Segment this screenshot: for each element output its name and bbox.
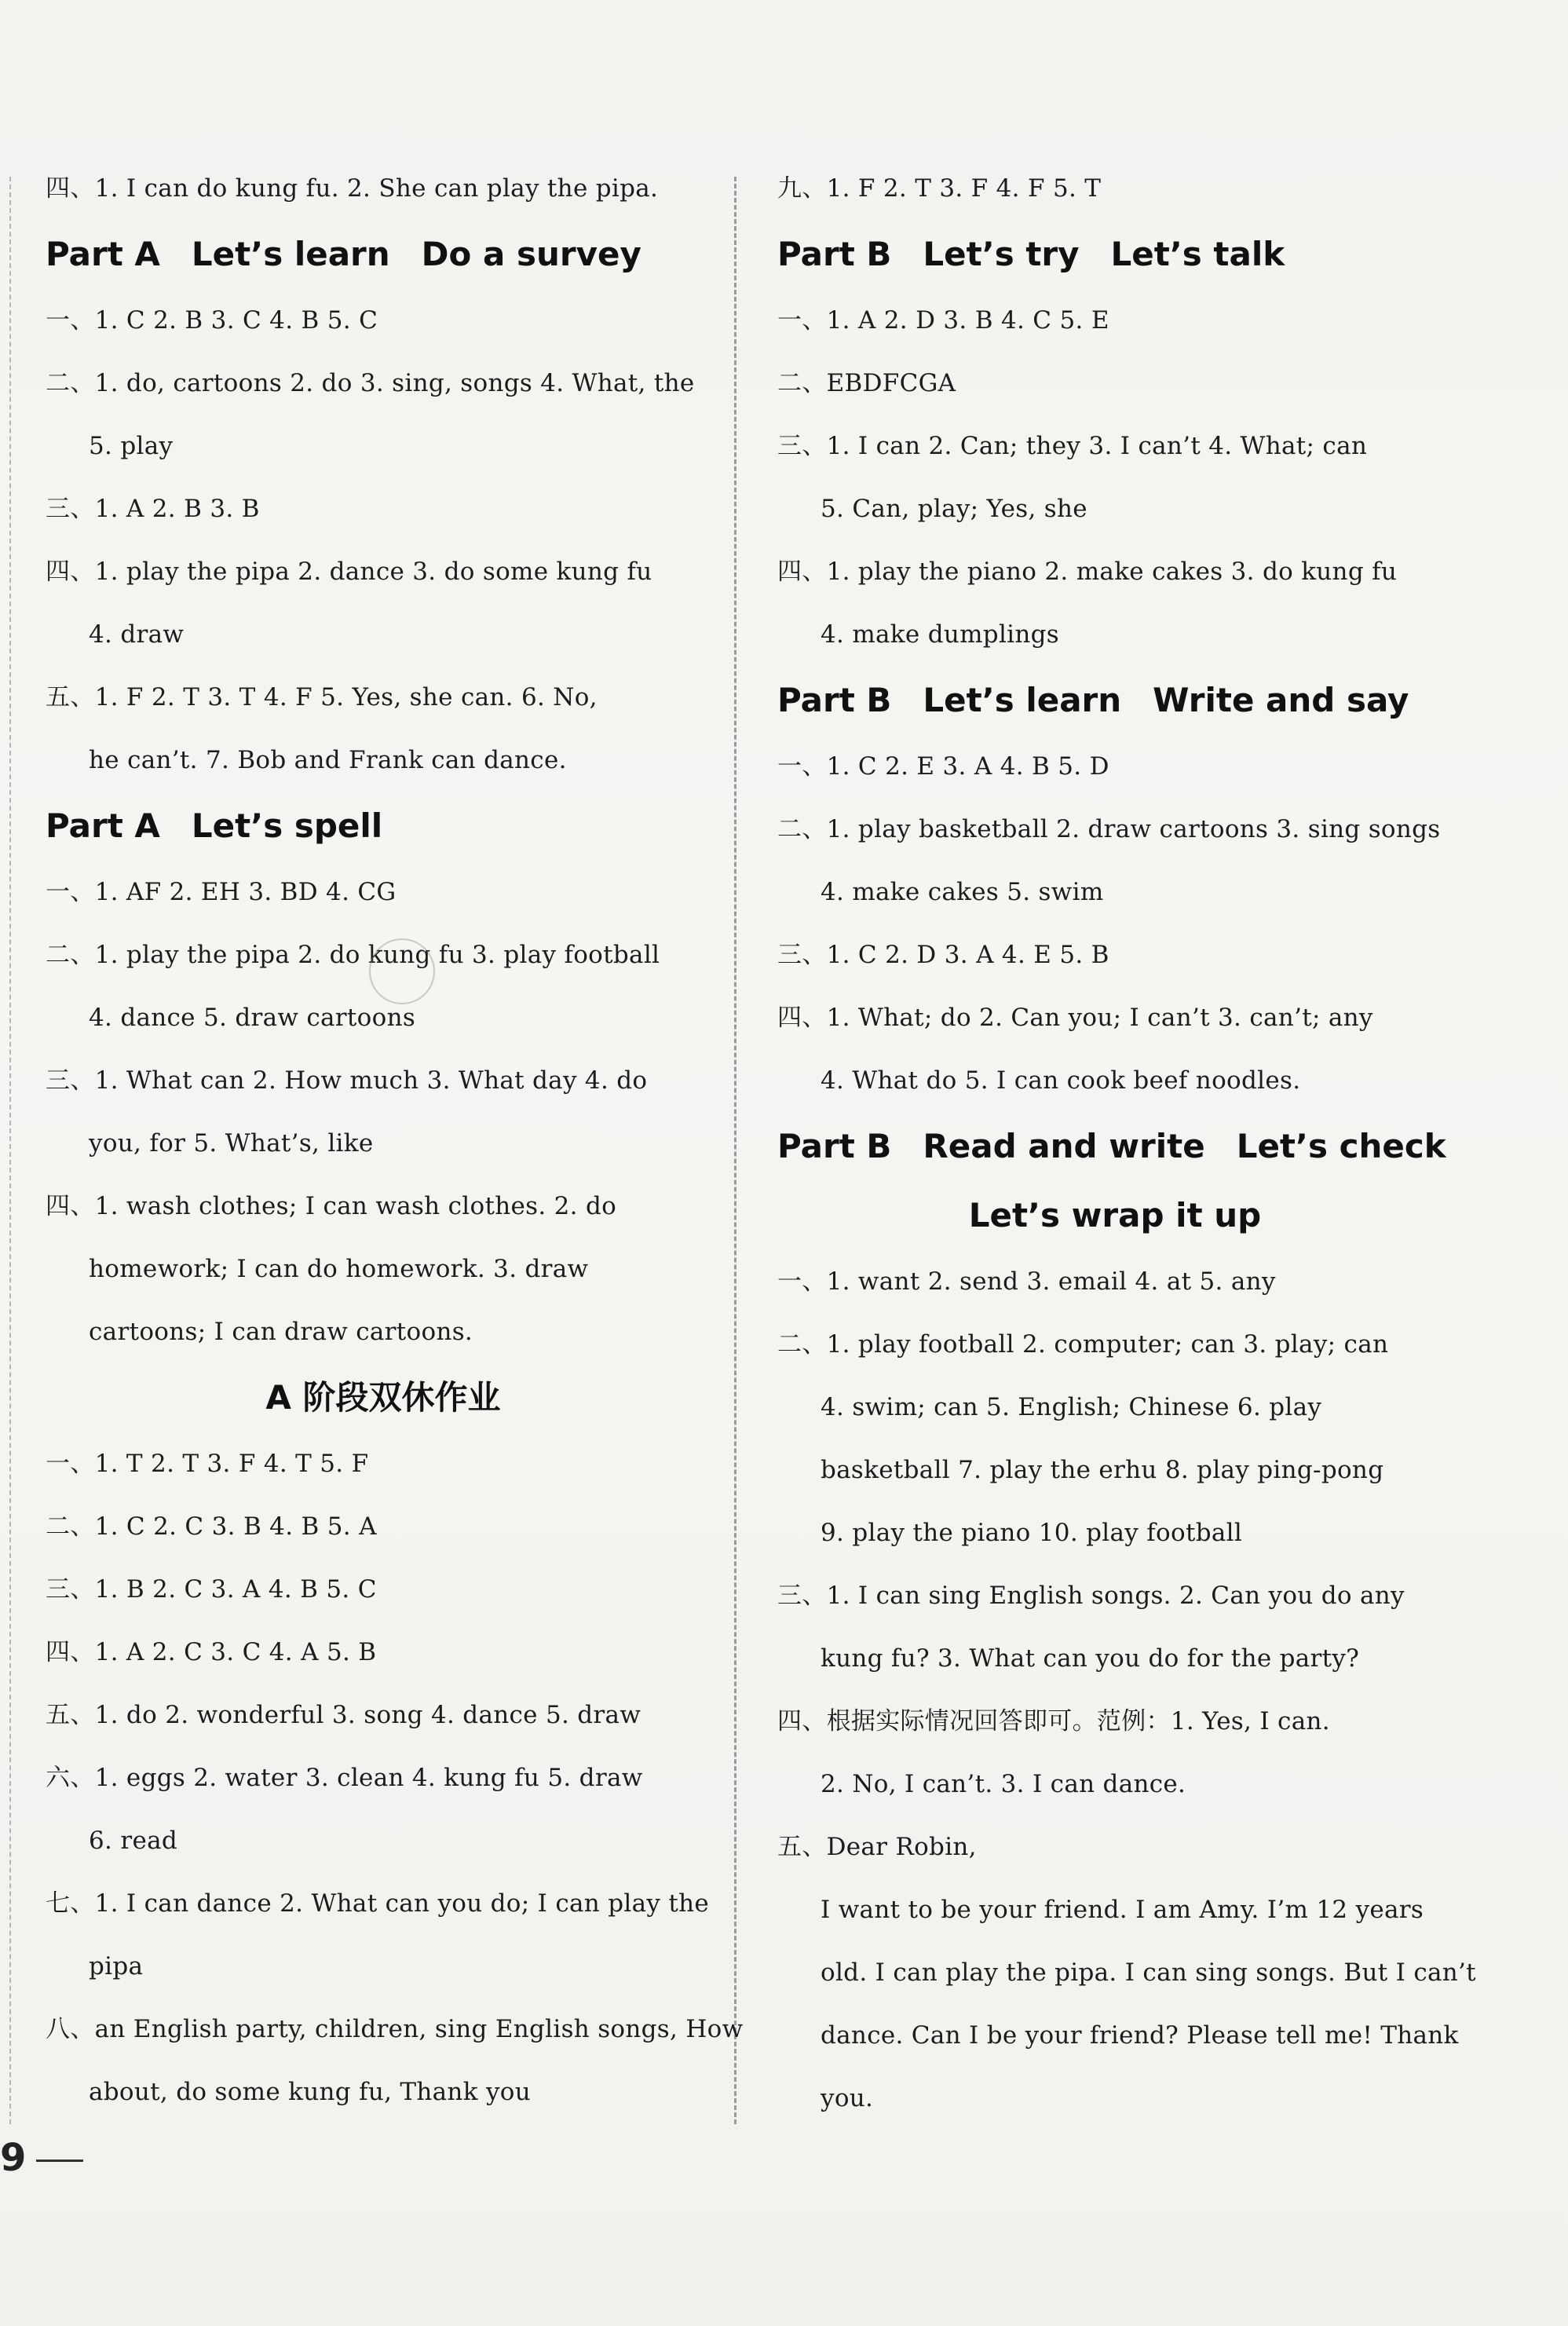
answer-line: 4. swim; can 5. English; Chinese 6. play	[821, 1393, 1322, 1421]
answer-line: 五、1. F 2. T 3. T 4. F 5. Yes, she can. 6. No,	[46, 683, 598, 711]
section-heading-part: Read and write	[923, 1127, 1205, 1165]
answer-line: 三、1. B 2. C 3. A 4. B 5. C	[46, 1575, 377, 1604]
section-heading	[46, 1363, 721, 1432]
answer-line: pipa	[89, 1952, 144, 1980]
answer-line: 八、an English party, children, sing English songs, How	[46, 2015, 744, 2043]
answer-line: 四、1. What; do 2. Can you; I can’t 3. can’t; any	[777, 1004, 1373, 1032]
section-heading-part: Let’s check	[1236, 1127, 1446, 1165]
page-number: 9	[0, 2136, 27, 2180]
answer-line: 一、1. A 2. D 3. B 4. C 5. E	[777, 306, 1109, 335]
answer-line: 五、1. do 2. wonderful 3. song 4. dance 5. draw	[46, 1701, 641, 1729]
section-heading	[46, 220, 721, 289]
section-heading-part: Let’s learn	[191, 235, 390, 273]
page-edge-line	[9, 177, 11, 2124]
answer-line: 一、1. C 2. E 3. A 4. B 5. D	[777, 752, 1109, 781]
section-heading	[46, 792, 721, 861]
answer-line: 六、1. eggs 2. water 3. clean 4. kung fu 5. draw	[46, 1764, 643, 1792]
answer-line: 5. Can, play; Yes, she	[821, 495, 1087, 523]
answer-line: 四、根据实际情况回答即可。范例：1. Yes, I can.	[777, 1707, 1330, 1735]
section-heading-part: Write and say	[1153, 681, 1409, 719]
answer-line: 七、1. I can dance 2. What can you do; I can play the	[46, 1889, 710, 1918]
answer-line: 4. make dumplings	[821, 620, 1059, 649]
answer-line: I want to be your friend. I am Amy. I’m 12 years	[821, 1896, 1424, 1924]
answer-line: you, for 5. What’s, like	[89, 1129, 374, 1158]
answer-line: 三、1. What can 2. How much 3. What day 4. do	[46, 1066, 648, 1095]
answer-line: 三、1. I can 2. Can; they 3. I can’t 4. What; can	[777, 432, 1368, 460]
answer-line: 二、EBDFCGA	[777, 369, 956, 397]
column-divider	[734, 177, 736, 2124]
section-heading-part: Do a survey	[421, 235, 641, 273]
section-heading-part: Let’s try	[923, 235, 1080, 273]
answer-line: 一、1. want 2. send 3. email 4. at 5. any	[777, 1267, 1276, 1296]
answer-line: cartoons; I can draw cartoons.	[89, 1318, 473, 1346]
section-heading-part: A 阶段双休作业	[265, 1378, 501, 1417]
section-heading-part: Let’s spell	[191, 806, 383, 845]
section-heading-part: Let’s wrap it up	[968, 1196, 1262, 1234]
answer-line: 四、1. play the piano 2. make cakes 3. do kung fu	[777, 558, 1398, 586]
answer-line: 二、1. C 2. C 3. B 4. B 5. A	[46, 1512, 377, 1541]
section-heading-part: Part B	[777, 1127, 892, 1165]
answer-line: you.	[821, 2084, 874, 2112]
answer-line: 三、1. A 2. B 3. B	[46, 495, 260, 523]
answer-line: dance. Can I be your friend? Please tell me! Thank	[821, 2021, 1459, 2050]
answer-line: he can’t. 7. Bob and Frank can dance.	[89, 746, 567, 774]
answer-line: 五、Dear Robin,	[777, 1833, 977, 1861]
left-column	[46, 157, 744, 2123]
answer-line: 九、1. F 2. T 3. F 4. F 5. T	[777, 174, 1102, 203]
answer-line: 2. No, I can’t. 3. I can dance.	[821, 1770, 1186, 1798]
section-heading-part: Part A	[46, 806, 160, 845]
section-heading-part: Let’s talk	[1110, 235, 1285, 273]
answer-line: 三、1. C 2. D 3. A 4. E 5. B	[777, 941, 1109, 969]
answer-line: 5. play	[89, 432, 174, 460]
answer-line: basketball 7. play the erhu 8. play ping-pong	[821, 1456, 1384, 1484]
answer-line: old. I can play the pipa. I can sing songs. But I can’t	[821, 1958, 1476, 1987]
answer-line: 二、1. play football 2. computer; can 3. play; can	[777, 1330, 1389, 1359]
answer-line: 4. make cakes 5. swim	[821, 878, 1104, 906]
section-heading-part: Part B	[777, 681, 892, 719]
section-heading	[777, 666, 1453, 735]
section-heading-part: Part A	[46, 235, 160, 273]
answer-line: 4. draw	[89, 620, 185, 649]
section-heading-part: Part B	[777, 235, 892, 273]
answer-line: 4. What do 5. I can cook beef noodles.	[821, 1066, 1301, 1095]
watermark-stamp	[369, 938, 435, 1004]
answer-line: 三、1. I can sing English songs. 2. Can you do any	[777, 1582, 1405, 1610]
answer-line: 四、1. I can do kung fu. 2. She can play the pipa.	[46, 174, 659, 203]
answer-line: 一、1. T 2. T 3. F 4. T 5. F	[46, 1450, 369, 1478]
answer-line: 9. play the piano 10. play football	[821, 1519, 1243, 1547]
answer-line: 四、1. play the pipa 2. dance 3. do some kung fu	[46, 558, 652, 586]
answer-line: 6. read	[89, 1827, 178, 1855]
section-heading	[777, 1112, 1453, 1181]
section-heading-part: Let’s learn	[923, 681, 1122, 719]
answer-line: 二、1. do, cartoons 2. do 3. sing, songs 4. What, the	[46, 369, 695, 397]
right-column	[777, 157, 1476, 2130]
answer-line: 四、1. wash clothes; I can wash clothes. 2. do	[46, 1192, 617, 1220]
answer-line: about, do some kung fu, Thank you	[89, 2078, 531, 2106]
answer-line: kung fu? 3. What can you do for the party?	[821, 1644, 1360, 1673]
answer-line: 二、1. play basketball 2. draw cartoons 3. sing songs	[777, 815, 1441, 843]
section-heading	[777, 1181, 1453, 1250]
section-heading	[777, 220, 1453, 289]
answer-line: 一、1. AF 2. EH 3. BD 4. CG	[46, 878, 397, 906]
answer-line: 一、1. C 2. B 3. C 4. B 5. C	[46, 306, 378, 335]
answer-line: 二、1. play the pipa 2. do kung fu 3. play football	[46, 941, 660, 969]
page-number-dash	[36, 2160, 83, 2162]
answer-line: homework; I can do homework. 3. draw	[89, 1255, 589, 1283]
answer-line: 4. dance 5. draw cartoons	[89, 1004, 416, 1032]
answer-line: 四、1. A 2. C 3. C 4. A 5. B	[46, 1638, 377, 1666]
